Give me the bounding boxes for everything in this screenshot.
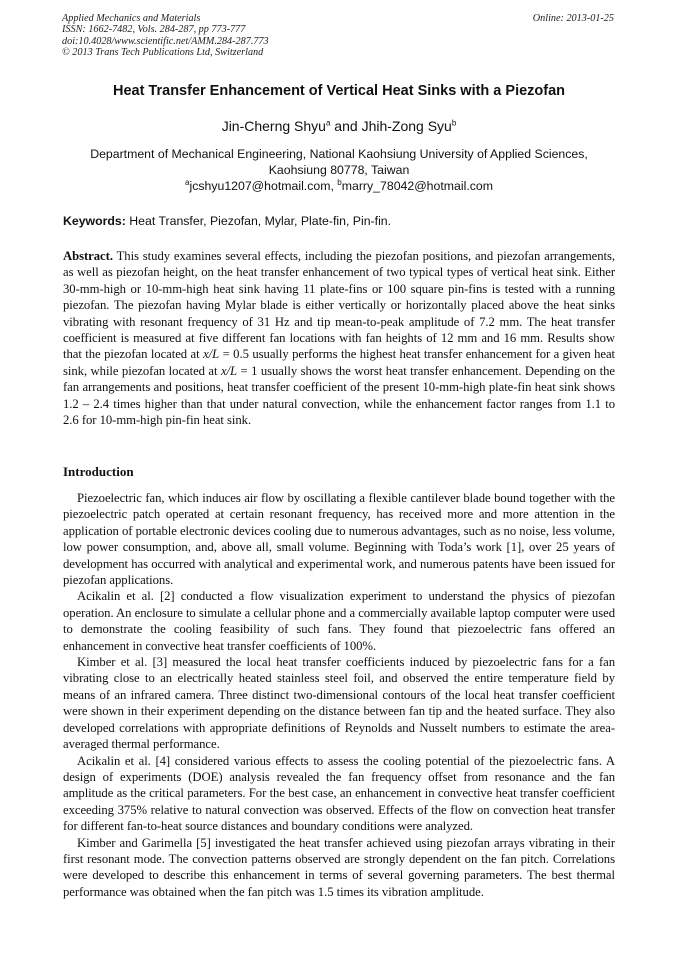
- affiliation-line: Department of Mechanical Engineering, National Kaohsiung University of Applied Sciences,: [90, 147, 588, 161]
- author-line: [40, 117, 638, 135]
- paragraph: Kimber et al. [3] measured the local heat transfer coefficients induced by piezoelectric fans for a fan vibrating close to an electrically heated stainless steel foil, and observed the entire temperature field by means of an infrared camera. Three distinct two-dimensional contours of the local heat transfer coefficient were shown in their experiment depending on the distance between fan tip and the heated surface. They also developed correlations with appropriate definitions of Reynolds and Nusselt numbers to estimate the area-averaged thermal performance.: [63, 655, 615, 752]
- abstract-label: Abstract.: [63, 249, 113, 263]
- keywords: [63, 213, 615, 229]
- paragraph: Kimber and Garimella [5] investigated the heat transfer achieved using piezofan arrays vibrating in their first resonant mode. The convection patterns observed are strongly dependent on the fan pitch. Correlations were developed to describe this enhancement in terms of several governing parameters. The best thermal performance was obtained when the fan pitch was 1.5 times its vibration amplitude.: [63, 835, 615, 899]
- journal-name: Applied Mechanics and Materials: [62, 13, 201, 24]
- keywords-text: Heat Transfer, Piezofan, Mylar, Plate-fin, Pin-fin.: [125, 214, 392, 228]
- paragraph: Acikalin et al. [4] considered various effects to assess the cooling potential of the piezoelectric fans. A design of experiments (DOE) analysis revealed the fan frequency offset from resonance and the fan amplitude as the critical parameters. For the best case, an enhancement in convective heat transfer coefficient exceeding 375% relative to natural convection was observed. Effects of the flow on convection heat transfer for different fan-to-heat source distances and boundary conditions were analyzed.: [63, 753, 615, 834]
- email-marker: a: [185, 177, 190, 187]
- journal-header: [62, 13, 269, 58]
- paper-title: Heat Transfer Enhancement of Vertical Heat Sinks with a Piezofan: [112, 83, 566, 99]
- paragraph: Piezoelectric fan, which induces air flow by oscillating a flexible cantilever blade bound together with the piezoelectric patch operated at certain resonant frequency, has received more and more attention in the application of portable electronic devices cooling due to numerous advantages, such as no noise, less volume, low power consumption, and, above all, small volume. Beginning with Toda’s work [1], over 25 years of development has occurred with analytical and experimental work, and numerous patents have been issued for piezofan applications.: [63, 491, 615, 588]
- doi-line: doi:10.4028/www.scientific.net/AMM.284-287.773: [62, 35, 269, 47]
- author-name: Jhih-Zong Syu: [361, 118, 452, 134]
- email-address: jcshyu1207@hotmail.com,: [189, 179, 338, 193]
- abstract-math: x/L: [220, 363, 238, 378]
- abstract: [63, 248, 615, 428]
- email-marker: b: [337, 177, 342, 187]
- issn-line: ISSN: 1662-7482, Vols. 284-287, pp 773-777: [62, 24, 246, 36]
- keywords-label: Keywords:: [63, 214, 126, 228]
- abstract-text: = 1 usually shows the worst heat transfer enhancement. Depending on the fan arrangements and positions, heat transfer coefficient of the present 10-mm-high plate-fin heat sink shows 1.2 – 2.4 times higher than that under natural convection, while the enhancement factor ranges from 1.1 to 2.6 for 10-mm-high pin-fin heat sink.: [63, 363, 615, 428]
- affiliation-marker: b: [451, 118, 457, 128]
- online-date: Online: 2013-01-25: [532, 13, 614, 24]
- author-conjunction: and: [330, 118, 362, 134]
- author-name: Jin-Cherng Shyu: [221, 118, 326, 134]
- abstract-math: x/L: [203, 347, 220, 362]
- introduction-body: [63, 490, 615, 900]
- email-line: [40, 178, 638, 194]
- affiliation-line: Kaohsiung 80778, Taiwan: [268, 163, 410, 177]
- email-address: marry_78042@hotmail.com: [341, 179, 493, 193]
- affiliation-marker: a: [325, 118, 331, 128]
- abstract-text: = 0.5 usually performs the highest heat transfer enhancement for a given heat sink, while piezofan located at: [63, 347, 615, 378]
- affiliation: [40, 146, 638, 178]
- copyright-line: © 2013 Trans Tech Publications Ltd, Switzerland: [62, 46, 264, 58]
- paragraph: Acikalin et al. [2] conducted a flow visualization experiment to understand the physics of piezofan operation. An enclosure to simulate a cellular phone and a commercially available laptop computer were used to demonstrate the cooling feasibility of such fans. They found that piezoelectric fans offered an enhancement in convective heat transfer coefficients of 100%.: [63, 589, 615, 653]
- abstract-text: This study examines several effects, including the piezofan positions, and piezofan arrangements, as well as piezofan height, on the heat transfer enhancement of two typical types of vertical heat sink. Either 30-mm-high or 10-mm-high heat sink having 11 plate-fins or 100 square pin-fins is tested with a running piezofan. The piezofan having Mylar blade is either vertically or horizontally placed above the heat sinks vibrating with resonant frequency of 31 Hz and tip mean-to-peak amplitude of 7.2 mm. The heat transfer coefficient is measured at five different fan locations with fan heights of 12 mm and 16 mm. Results show that the piezofan located at: [63, 249, 615, 362]
- section-heading-introduction: Introduction: [63, 464, 134, 479]
